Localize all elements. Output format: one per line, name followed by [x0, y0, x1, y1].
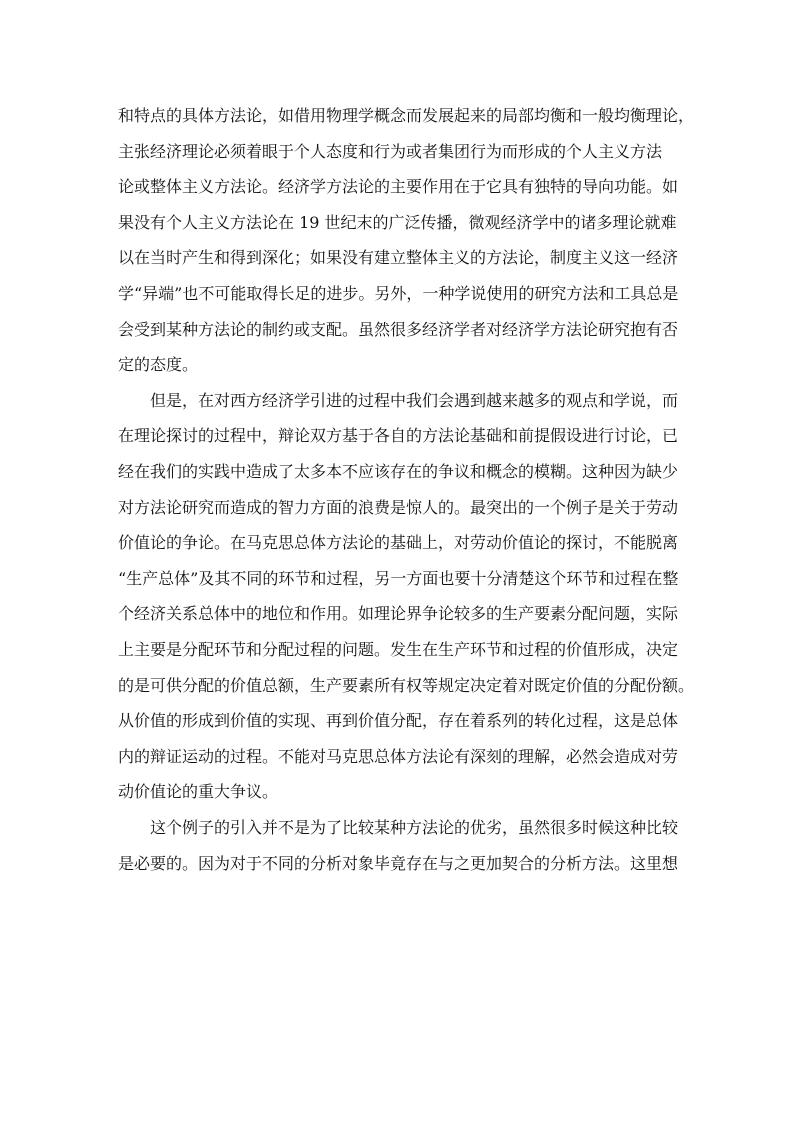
text-line: 会受到某种方法论的制约或支配。虽然很多经济学者对经济学方法论研究抱有否	[118, 320, 679, 339]
text-line: 对方法论研究而造成的智力方面的浪费是惊人的。最突出的一个例子是关于劳动	[118, 498, 679, 517]
text-line: 从价值的形成到价值的实现、再到价值分配，存在着系列的转化过程，这是总体	[118, 711, 679, 730]
text-line: 的是可供分配的价值总额，生产要素所有权等规定决定着对既定价值的分配份额。	[118, 676, 695, 695]
text-line: “生产总体”及其不同的环节和过程，另一方面也要十分清楚这个环节和过程在整	[118, 569, 679, 588]
text-line: 但是，在对西方经济学引进的过程中我们会遇到越来越多的观点和学说，而	[150, 391, 679, 410]
text-line: 定的态度。	[118, 355, 199, 374]
text-line: 主张经济理论必须着眼于个人态度和行为或者集团行为而形成的个人主义方法	[118, 142, 663, 161]
text-line: 价值论的争论。在马克思总体方法论的基础上，对劳动价值论的探讨，不能脱离	[118, 533, 679, 552]
text-line: 以在当时产生和得到深化；如果没有建立整体主义的方法论，制度主义这一经济	[118, 248, 679, 267]
text-line: 果没有个人主义方法论在 19 世纪末的广泛传播，微观经济学中的诸多理论就难	[118, 213, 677, 232]
text-line: 和特点的具体方法论，如借用物理学概念而发展起来的局部均衡和一般均衡理论，	[118, 106, 695, 125]
text-line: 是必要的。因为对于不同的分析对象毕竟存在与之更加契合的分析方法。这里想	[118, 854, 679, 873]
text-line: 论或整体主义方法论。经济学方法论的主要作用在于它具有独特的导向功能。如	[118, 177, 679, 196]
text-line: 个经济关系总体中的地位和作用。如理论界争论较多的生产要素分配问题，实际	[118, 604, 679, 623]
text-line: 上主要是分配环节和分配过程的问题。发生在生产环节和过程的价值形成，决定	[118, 640, 679, 659]
text-line: 在理论探讨的过程中，辩论双方基于各自的方法论基础和前提假设进行讨论，已	[118, 426, 679, 445]
text-line: 内的辩证运动的过程。不能对马克思总体方法论有深刻的理解，必然会造成对劳	[118, 747, 679, 766]
text-line: 学“异端”也不可能取得长足的进步。另外，一种学说使用的研究方法和工具总是	[118, 284, 679, 303]
text-line: 这个例子的引入并不是为了比较某种方法论的优劣，虽然很多时候这种比较	[150, 818, 679, 837]
text-line: 经在我们的实践中造成了太多本不应该存在的争议和概念的模糊。这种因为缺少	[118, 462, 679, 481]
text-line: 动价值论的重大争议。	[118, 782, 279, 801]
